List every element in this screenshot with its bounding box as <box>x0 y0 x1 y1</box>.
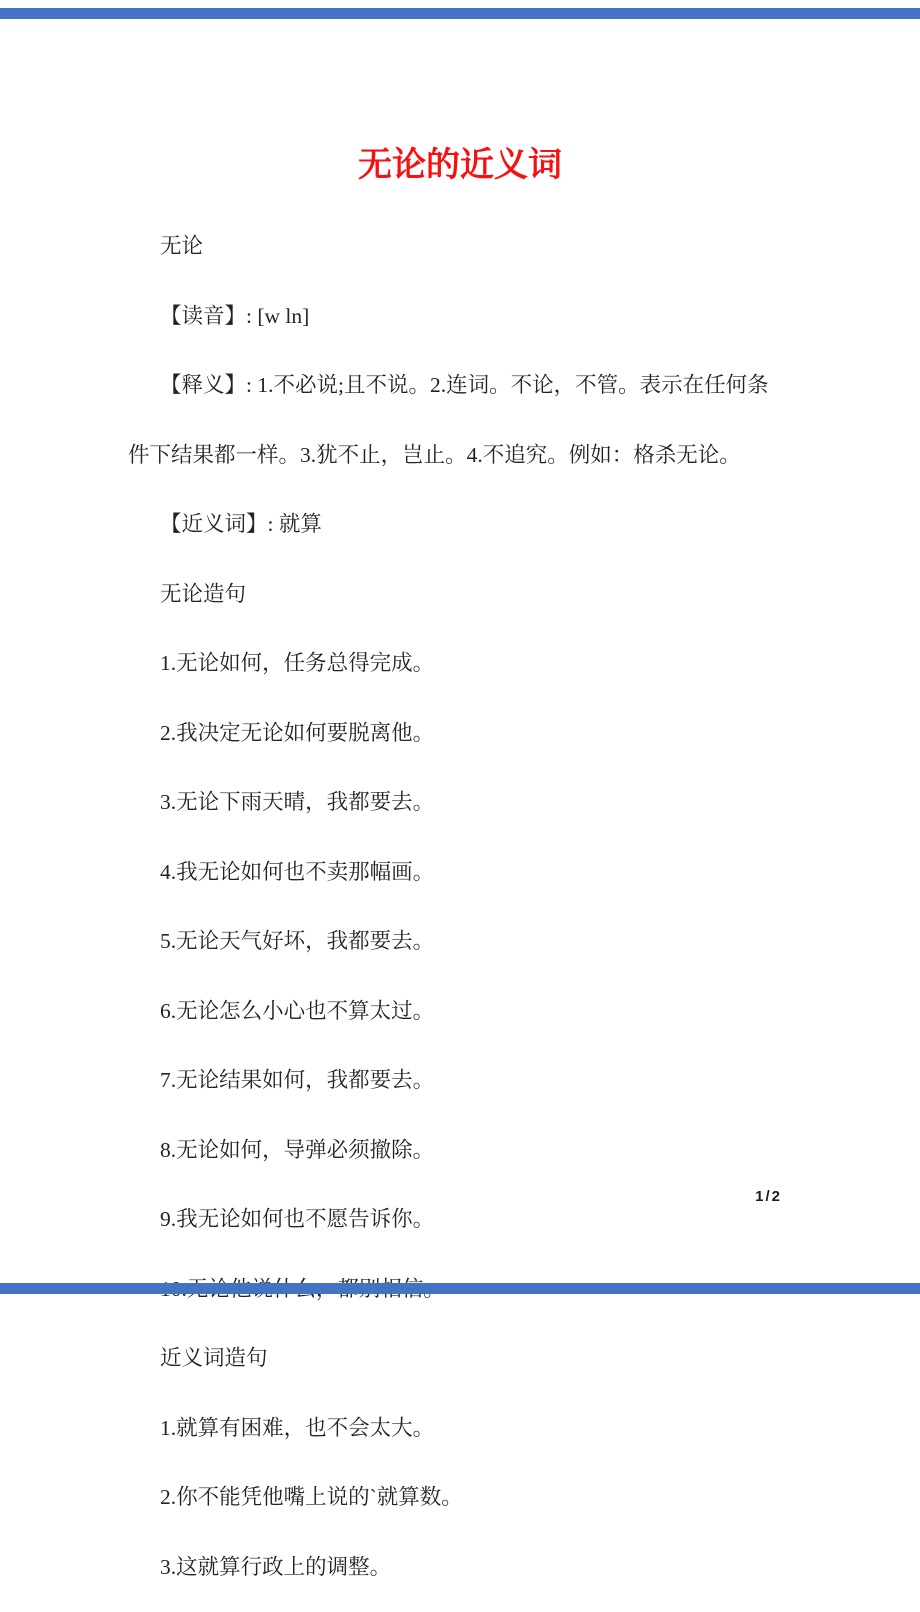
sentence-item: 6.无论怎么小心也不算太过。 <box>160 998 435 1023</box>
section-heading-synonym: 近义词造句 <box>160 1346 268 1370</box>
document-body <box>128 222 792 1591</box>
section-heading-wulun: 无论造句 <box>160 581 247 606</box>
sentence-item: 3.这就算行政上的调整。 <box>160 1554 392 1579</box>
sentence-item: 7.无论结果如何，我都要去。 <box>160 1068 435 1092</box>
document-page <box>128 0 792 1612</box>
sentence-item: 1.无论如何，任务总得完成。 <box>160 651 435 675</box>
pronunciation-line: 【读音】: [w ln] <box>160 303 310 328</box>
page-bottom-border <box>0 1283 920 1294</box>
sentence-item: 2.你不能凭他嘴上说的`就算数。 <box>160 1485 463 1509</box>
sentence-item: 4.我无论如何也不卖那幅画。 <box>160 859 435 884</box>
sentence-item: 8.无论如何，导弹必须撤除。 <box>160 1137 435 1162</box>
sentence-item: 9.我无论如何也不愿告诉你。 <box>160 1207 435 1231</box>
sentence-item: 2.我决定无论如何要脱离他。 <box>160 720 435 745</box>
page-indicator: 1/2 <box>755 1188 782 1205</box>
definition-line-1: 【释义】: 1.不必说;且不说。2.连词。不论，不管。表示在任何条 <box>160 373 769 397</box>
sentence-item: 1.就算有困难，也不会太大。 <box>160 1415 435 1440</box>
word-heading: 无论 <box>160 234 204 258</box>
definition-line-2: 件下结果都一样。3.犹不止，岂止。4.不追究。例如：格杀无论。 <box>128 442 741 467</box>
synonym-line: 【近义词】: 就算 <box>160 512 322 536</box>
sentence-item: 3.无论下雨天晴，我都要去。 <box>160 790 435 814</box>
page-title: 无论的近义词 <box>358 147 562 184</box>
sentence-item: 5.无论天气好坏，我都要去。 <box>160 929 435 953</box>
